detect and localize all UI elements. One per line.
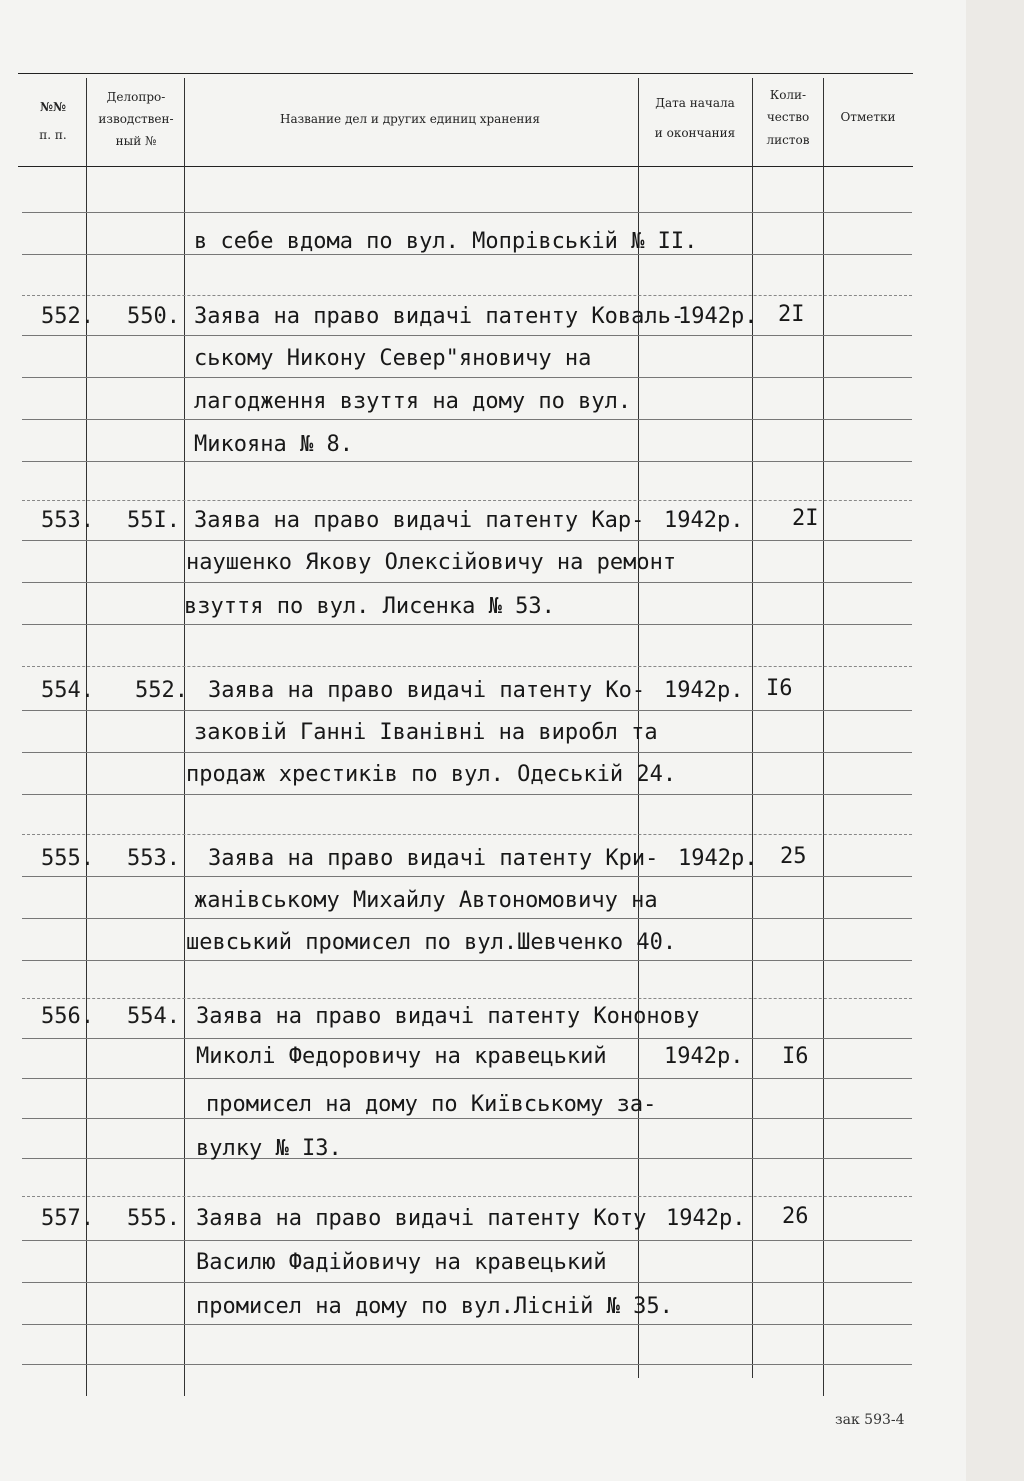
row-1-line-3: лагодження взуття на дому по вул. [194,389,632,414]
column-divider-1 [86,78,87,1396]
ruled-line [22,876,912,877]
header-dates-line2: и окончания [654,126,736,140]
row-4-line-1: Заява на право видачі патенту Кри- [208,846,659,871]
header-office-line3: ный № [115,134,157,148]
header-notes: Отметки [840,110,896,124]
row-3-line-1: Заява на право видачі патенту Ко- [208,678,646,703]
header-title: Название дел и других единиц хранения [279,112,540,126]
row-0-line-1: в себе вдома по вул. Мопрівській № II. [194,229,698,254]
row-6-line-1: Заява на право видачі патенту Коту [196,1206,647,1231]
ruled-line [22,1158,912,1159]
row-4-line-3: шевський промисел по вул.Шевченко 40. [186,930,677,955]
row-4-date: 1942р. [678,846,758,871]
column-divider-2 [184,78,185,1396]
ruled-line [22,1282,912,1283]
row-1-number: 552. [41,304,94,329]
header-bottom-border [18,166,913,167]
row-2-office-number: 55I. [127,508,180,533]
row-4-line-2: жанівському Михайлу Автономовичу на [194,888,658,913]
row-2-sheets: 2I [792,506,819,531]
row-1-line-4: Микояна № 8. [194,432,353,457]
ruled-line [22,295,912,296]
footer-order-number: зак 593-4 [835,1412,905,1428]
header-sheets-line2: чество [766,110,810,124]
ruled-line [22,752,912,753]
ruled-line [22,1118,912,1119]
row-4-sheets: 25 [780,844,807,869]
ruled-line [22,377,912,378]
row-1-sheets: 2I [778,302,805,327]
ruled-line [22,335,912,336]
row-6-line-2: Василю Фадійовичу на кравецький [196,1250,607,1275]
page-edge-shadow [966,0,1024,1481]
row-5-line-1: Заява на право видачі патенту Кононову [196,1004,700,1029]
ruled-line [22,624,912,625]
row-3-number: 554. [41,678,94,703]
header-number-line1: №№ [39,100,67,114]
ruled-line [22,582,912,583]
header-dates-line1: Дата начала [655,96,735,110]
row-3-date: 1942р. [664,678,744,703]
ruled-line [22,212,912,213]
row-2-line-2: наушенко Якову Олексійовичу на ремонт [186,550,677,575]
ruled-line [22,1364,912,1365]
row-2-line-3: взуття по вул. Лисенка № 53. [184,594,555,619]
row-3-line-3: продаж хрестиків по вул. Одеській 24. [186,762,677,787]
ruled-line [22,960,912,961]
row-4-number: 555. [41,846,94,871]
ruled-line [22,1038,912,1039]
ruled-line [22,834,912,835]
row-2-date: 1942р. [664,508,744,533]
header-top-border [18,73,913,74]
row-1-line-2: ському Никону Север"яновичу на [194,346,592,371]
ruled-line [22,710,912,711]
row-3-line-2: заковій Ганні Іванівні на виробл та [194,720,658,745]
row-4-office-number: 553. [127,846,180,871]
row-5-sheets: I6 [782,1044,809,1069]
row-1-line-1: Заява на право видачі патенту Коваль- [194,304,685,329]
ruled-line [22,998,912,999]
column-divider-4 [752,78,753,1378]
row-2-line-1: Заява на право видачі патенту Кар- [194,508,645,533]
ruled-line [22,1078,912,1079]
ruled-line [22,1324,912,1325]
ruled-line [22,540,912,541]
header-office-line2: изводствен- [98,112,174,126]
row-5-line-3: промисел на дому по Київському за- [206,1092,657,1117]
row-6-office-number: 555. [127,1206,180,1231]
ruled-line [22,666,912,667]
row-5-date: 1942р. [664,1044,744,1069]
row-1-date: 1942р. [678,304,758,329]
ruled-line [22,1240,912,1241]
row-3-sheets: I6 [766,676,793,701]
row-3-office-number: 552. [135,678,188,703]
ruled-line [22,1196,912,1197]
row-2-number: 553. [41,508,94,533]
header-sheets-line1: Коли- [769,88,807,102]
row-5-office-number: 554. [127,1004,180,1029]
row-5-number: 556. [41,1004,94,1029]
row-5-line-4: вулку № I3. [196,1136,342,1161]
row-5-line-2: Миколі Федоровичу на кравецький [196,1044,607,1069]
row-1-office-number: 550. [127,304,180,329]
ruled-line [22,500,912,501]
row-6-number: 557. [41,1206,94,1231]
ruled-line [22,461,912,462]
header-sheets-line3: листов [766,133,810,147]
header-office-line1: Делопро- [106,90,166,104]
row-6-sheets: 26 [782,1204,809,1229]
row-6-line-3: промисел на дому по вул.Лісній № 35. [196,1294,673,1319]
ruled-line [22,419,912,420]
row-6-date: 1942р. [666,1206,746,1231]
ruled-line [22,918,912,919]
column-divider-5 [823,78,824,1396]
ruled-line [22,794,912,795]
header-number-line2: п. п. [39,128,67,142]
